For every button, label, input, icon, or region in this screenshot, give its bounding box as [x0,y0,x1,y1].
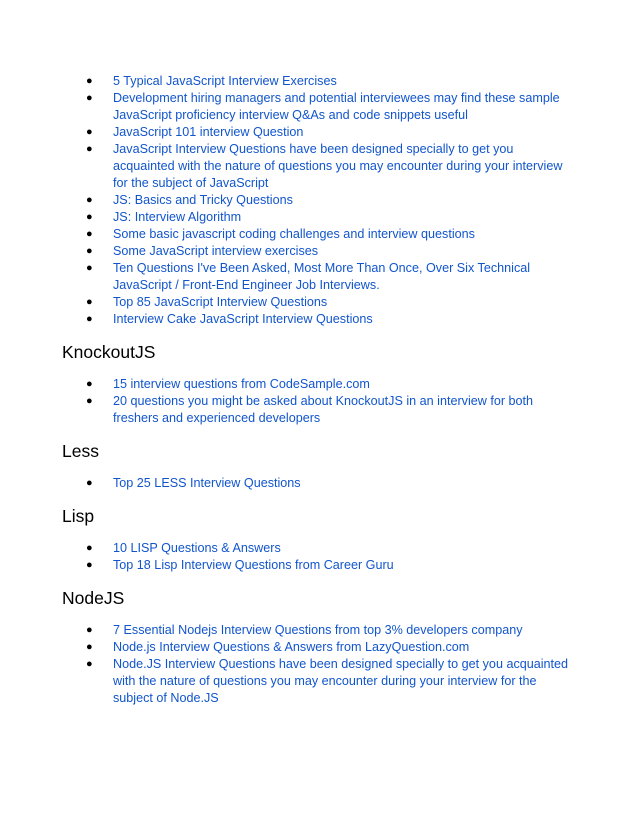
link-10-lisp-questions-answers[interactable]: 10 LISP Questions & Answers [113,541,281,555]
list-item [86,557,578,574]
bullet-icon: ● [86,542,93,554]
list-item [86,311,578,328]
section-heading-knockoutjs: KnockoutJS [62,342,156,362]
link-node-js-interview-questions-answers-from[interactable]: Node.js Interview Questions & Answers from LazyQuestion.com [113,640,470,654]
bullet-icon: ● [86,641,93,653]
link-top-85-javascript-interview-questions[interactable]: Top 85 JavaScript Interview Questions [113,295,328,309]
bullet-icon: ● [86,75,93,87]
list-item [86,124,578,141]
list-item [86,475,578,492]
section-heading-nodejs: NodeJS [62,588,125,608]
bullet-icon: ● [86,395,93,407]
link-interview-cake-javascript-interview-ques[interactable]: Interview Cake JavaScript Interview Questions [113,312,373,326]
list-item [86,141,578,192]
link-javascript-101-interview-question[interactable]: JavaScript 101 interview Question [113,125,304,139]
list-item [86,656,578,707]
bullet-icon: ● [86,296,93,308]
list-item [86,639,578,656]
nodejs-link-list [62,622,578,707]
link-top-18-lisp-interview-questions-from-car[interactable]: Top 18 Lisp Interview Questions from Career Guru [113,558,394,572]
list-item [86,393,578,427]
link-5-typical-javascript-interview-exercises[interactable]: 5 Typical JavaScript Interview Exercises [113,74,337,88]
javascript-link-list [62,73,578,328]
link-js-basics-and-tricky-questions[interactable]: JS: Basics and Tricky Questions [113,193,293,207]
link-15-interview-questions-from-codesample-c[interactable]: 15 interview questions from CodeSample.com [113,377,370,391]
link-node-js-interview-questions-have-been-de[interactable]: Node.JS Interview Questions have been designed specially to get you acquainted with the nature of questions you may encounter during your interview for the subject of Node.JS [113,657,569,705]
link-top-25-less-interview-questions[interactable]: Top 25 LESS Interview Questions [113,476,301,490]
bullet-icon: ● [86,313,93,325]
bullet-icon: ● [86,658,93,670]
sections-container [62,341,578,707]
list-item [86,294,578,311]
link-7-essential-nodejs-interview-questions-f[interactable]: 7 Essential Nodejs Interview Questions from top 3% developers company [113,623,523,637]
section-heading-lisp: Lisp [62,506,95,526]
link-javascript-interview-questions-have-been[interactable]: JavaScript Interview Questions have been designed specially to get you acquainted with the nature of questions you may encounter during your interview for the subject of JavaScript [113,142,563,190]
link-some-javascript-interview-exercises[interactable]: Some JavaScript interview exercises [113,244,319,258]
bullet-icon: ● [86,559,93,571]
section-heading-less: Less [62,441,99,461]
list-item [86,192,578,209]
link-development-hiring-managers-and-potentia[interactable]: Development hiring managers and potential interviewees may find these sample JavaScript proficiency interview Q&As and code snippets useful [113,91,560,122]
bullet-icon: ● [86,262,93,274]
bullet-icon: ● [86,143,93,155]
list-item [86,376,578,393]
list-item [86,540,578,557]
list-item [86,209,578,226]
link-js-interview-algorithm[interactable]: JS: Interview Algorithm [113,210,242,224]
bullet-icon: ● [86,211,93,223]
list-item [86,260,578,294]
bullet-icon: ● [86,624,93,636]
bullet-icon: ● [86,228,93,240]
less-link-list [62,475,578,492]
bullet-icon: ● [86,245,93,257]
bullet-icon: ● [86,477,93,489]
knockoutjs-link-list [62,376,578,427]
link-some-basic-javascript-coding-challenges-[interactable]: Some basic javascript coding challenges and interview questions [113,227,475,241]
list-item [86,90,578,124]
bullet-icon: ● [86,126,93,138]
list-item [86,226,578,243]
list-item [86,622,578,639]
list-item [86,243,578,260]
bullet-icon: ● [86,194,93,206]
list-item [86,73,578,90]
bullet-icon: ● [86,92,93,104]
bullet-icon: ● [86,378,93,390]
link-ten-questions-i-ve-been-asked-most-more-[interactable]: Ten Questions I've Been Asked, Most More Than Once, Over Six Technical JavaScript / Front-End Engineer Job Interviews. [113,261,531,292]
lisp-link-list [62,540,578,574]
link-20-questions-you-might-be-asked-about-kn[interactable]: 20 questions you might be asked about KnockoutJS in an interview for both freshers and experienced developers [113,394,534,425]
